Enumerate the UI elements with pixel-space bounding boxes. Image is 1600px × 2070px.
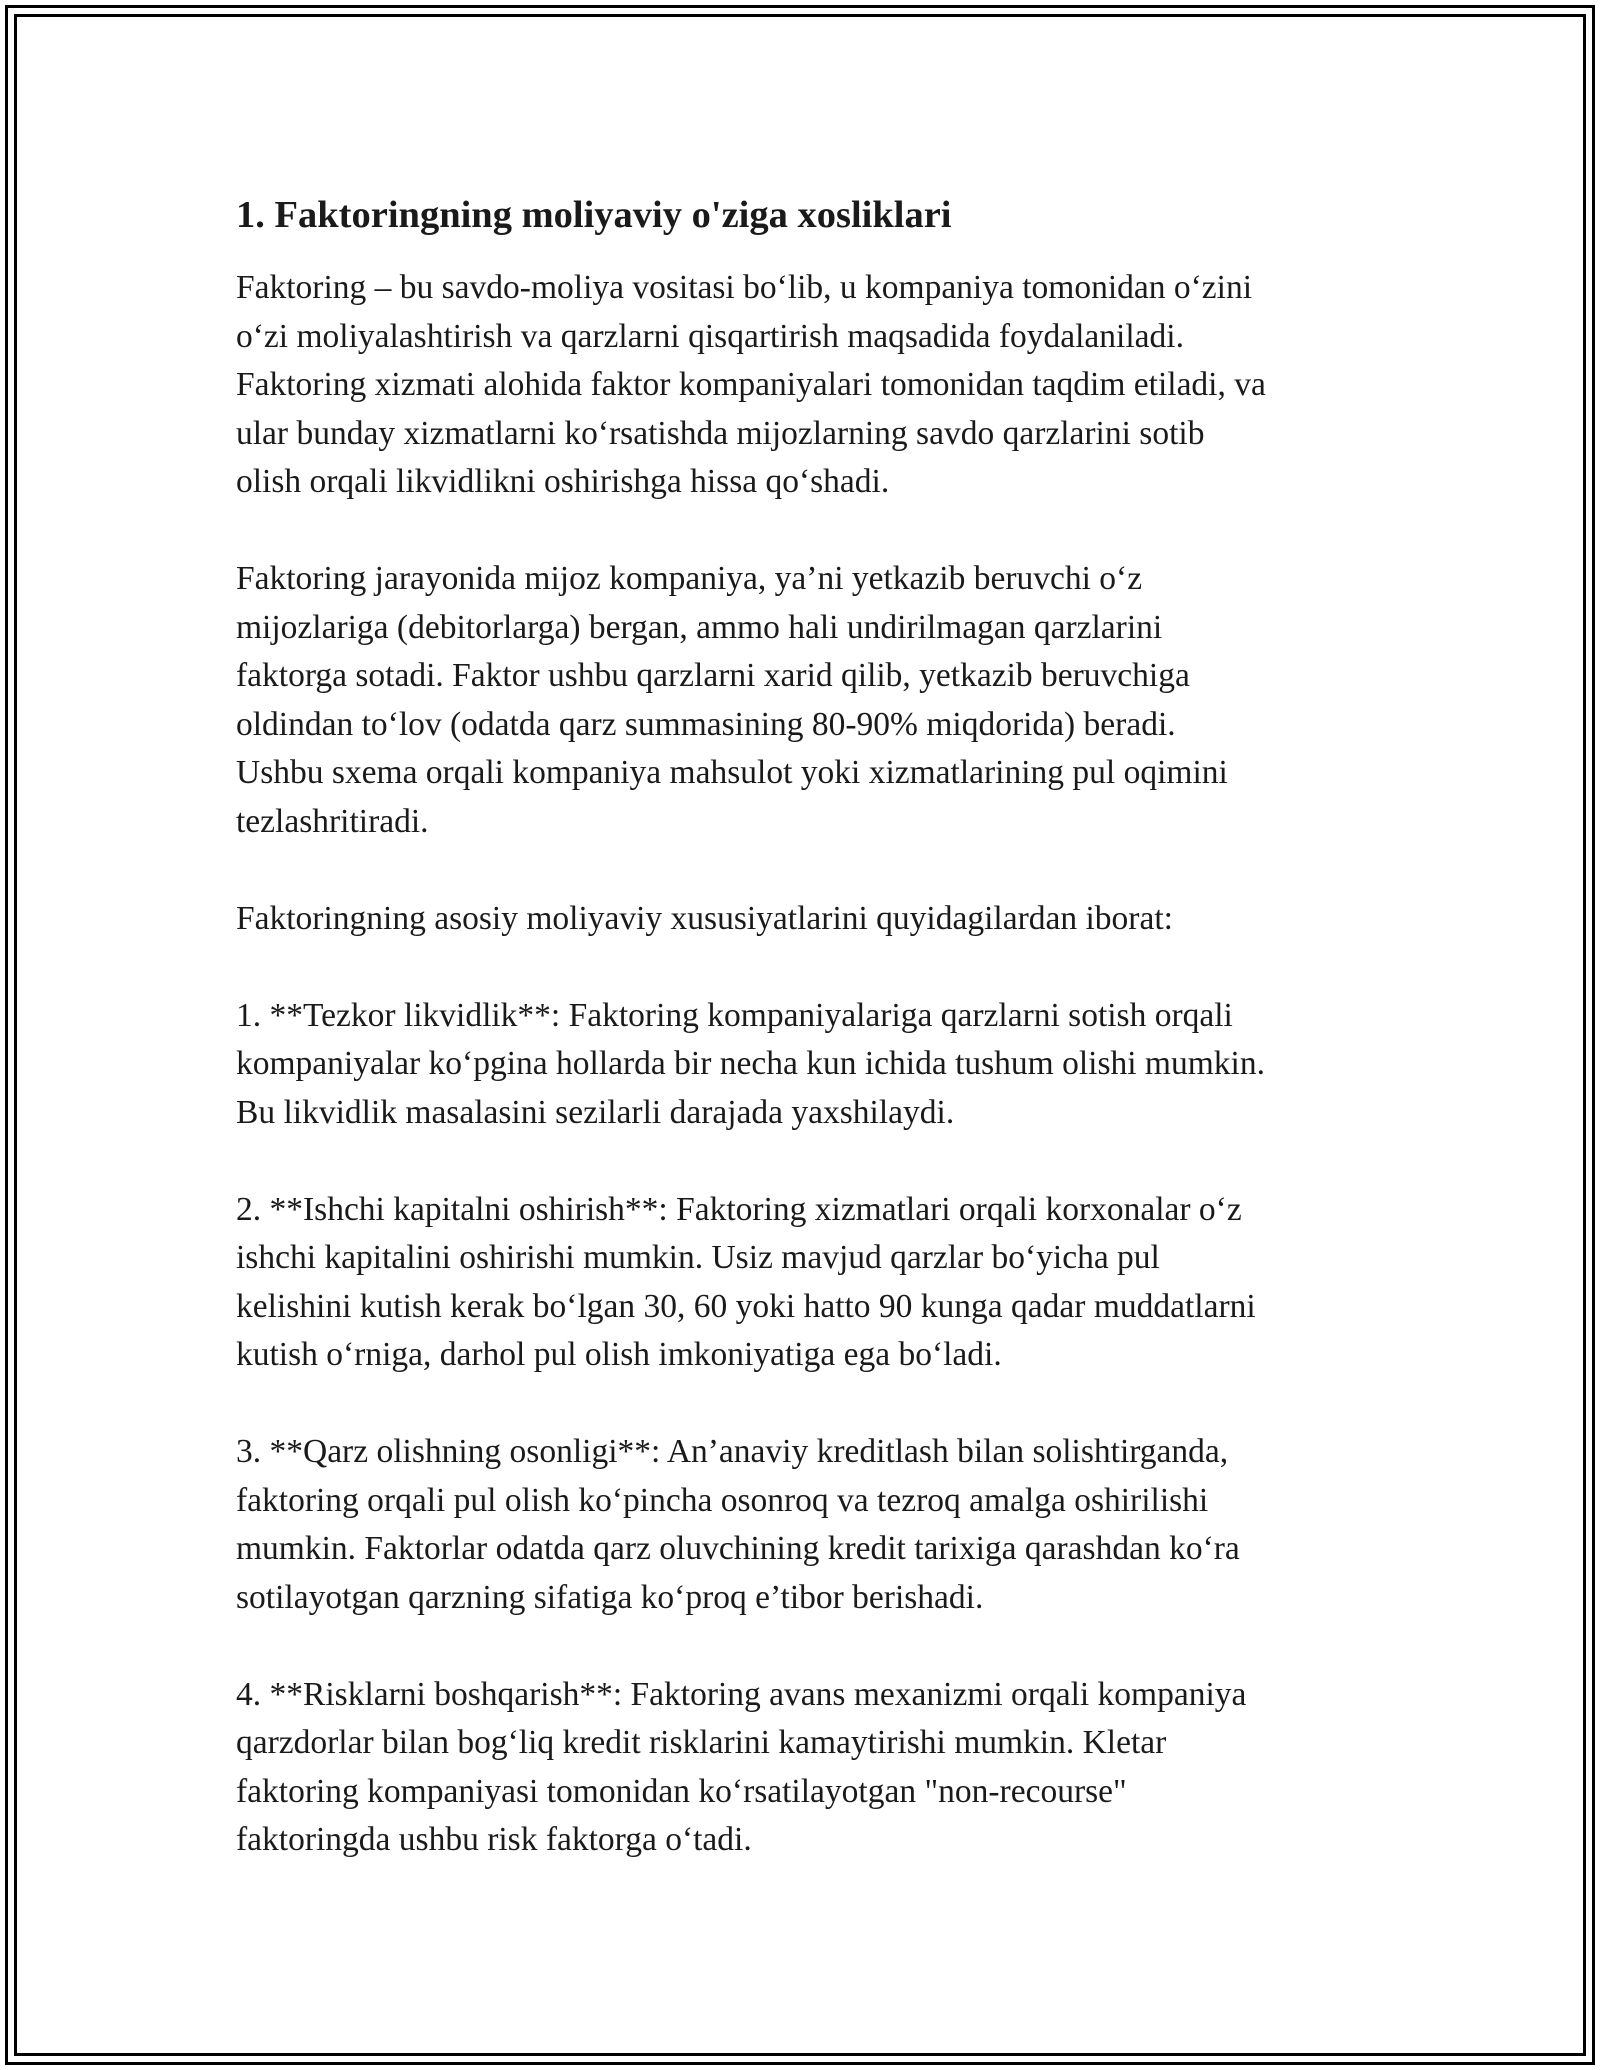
document-title: 1. Faktoringning moliyaviy o'ziga xosliklari (236, 194, 952, 236)
list-item-risk-management: 4. **Risklarni boshqarish**: Faktoring avans mexanizmi orqali kompaniya qarzdorlar bilan bog‘liq kredit risklarini kamaytirishi mumkin. Kletar faktoring kompaniyasi tomonidan ko‘rsatilayotgan "non-recourse" faktoringda ushbu risk faktorga o‘tadi. (236, 1675, 1247, 1858)
paragraph-intro: Faktoring – bu savdo-moliya vositasi bo‘lib, u kompaniya tomonidan o‘zini o‘zi moliyalashtirish va qarzlarni qisqartirish maqsadida foydalaniladi. Faktoring xizmati alohida faktor kompaniyalari tomonidan taqdim etiladi, va ular bunday xizmatlarni ko‘rsatishda mijozlarning savdo qarzlarini sotib olish orqali likvidlikni oshirishga hissa qo‘shadi. (236, 269, 1266, 500)
paragraph-features-lead: Faktoringning asosiy moliyaviy xususiyatlarini quyidagilardan iborat: (236, 899, 1173, 937)
list-item-liquidity: 1. **Tezkor likvidlik**: Faktoring kompaniyalariga qarzlarni sotish orqali kompaniyalar ko‘pgina hollarda bir necha kun ichida tushum olishi mumkin. Bu likvidlik masalasini sezilarli darajada yaxshilaydi. (236, 996, 1265, 1131)
paragraph-process: Faktoring jarayonida mijoz kompaniya, ya’ni yetkazib beruvchi o‘z mijozlariga (debitorlarga) bergan, ammo hali undirilmagan qarzlarini faktorga sotadi. Faktor ushbu qarzlarni xarid qilib, yetkazib beruvchiga oldindan to‘lov (odatda qarz summasining 80-90% miqdorida) beradi. Ushbu sxema orqali kompaniya mahsulot yoki xizmatlarining pul oqimini tezlashritiradi. (236, 560, 1228, 840)
list-item-working-capital: 2. **Ishchi kapitalni oshirish**: Faktoring xizmatlari orqali korxonalar o‘z ishchi kapitalini oshirishi mumkin. Usiz mavjud qarzlar bo‘yicha pul kelishini kutish kerak bo‘lgan 30, 60 yoki hatto 90 kunga qadar muddatlarni kutish o‘rniga, darhol pul olish imkoniyatiga ega bo‘ladi. (236, 1190, 1256, 1373)
list-item-ease-of-borrowing: 3. **Qarz olishning osonligi**: An’anaviy kreditlash bilan solishtirganda, faktoring orqali pul olish ko‘pincha osonroq va tezroq amalga oshirilishi mumkin. Faktorlar odatda qarz oluvchining kredit tarixiga qarashdan ko‘ra sotilayotgan qarzning sifatiga ko‘proq e’tibor berishadi. (236, 1433, 1240, 1616)
document-body (236, 188, 1396, 1865)
